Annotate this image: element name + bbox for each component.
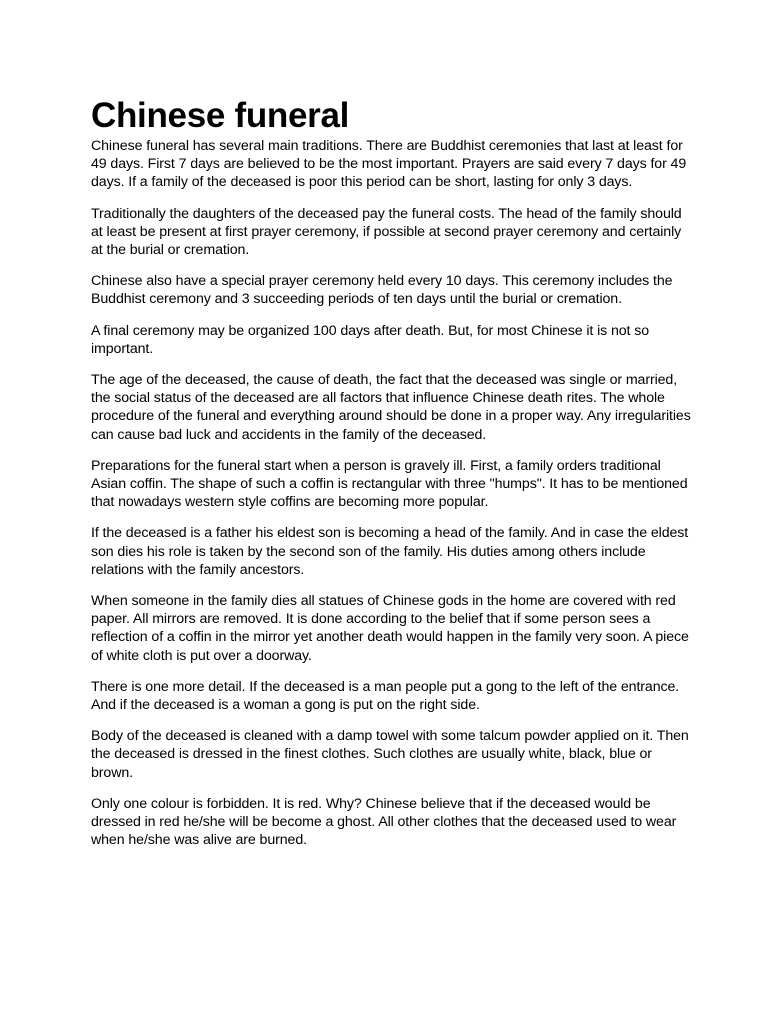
paragraph: Chinese funeral has several main traditions. There are Buddhist ceremonies that last at least for 49 days. First 7 days are believed to be the most important. Prayers are said every 7 days for 49 days. If a family of the deceased is poor this period can be short, lasting for only 3 days. bbox=[91, 138, 687, 191]
paragraph: Preparations for the funeral start when a person is gravely ill. First, a family orders traditional Asian coffin. The shape of such a coffin is rectangular with three "humps". It has to be mentioned that nowadays western style coffins are becoming more popular. bbox=[91, 457, 688, 511]
paragraph: The age of the deceased, the cause of death, the fact that the deceased was single or married, the social status of the deceased are all factors that influence Chinese death rites. The whole procedure of the funeral and everything around should be done in a proper way. Any irregularities can cause bad luck and accidents in the family of the deceased. bbox=[91, 372, 691, 443]
document-title: Chinese funeral bbox=[91, 96, 350, 135]
paragraph: If the deceased is a father his eldest son is becoming a head of the family. And in case the eldest son dies his role is taken by the second son of the family. His duties among others include relations with the family ancestors. bbox=[91, 525, 689, 578]
paragraph: Only one colour is forbidden. It is red. Why? Chinese believe that if the deceased would be dressed in red he/she will be become a ghost. All other clothes that the deceased used to wear when he/she was alive are burned. bbox=[91, 795, 677, 849]
paragraph: There is one more detail. If the deceased is a man people put a gong to the left of the entrance. And if the deceased is a woman a gong is put on the right side. bbox=[91, 678, 680, 714]
paragraph: Chinese also have a special prayer ceremony held every 10 days. This ceremony includes the Buddhist ceremony and 3 succeeding periods of ten days until the burial or cremation. bbox=[91, 273, 673, 308]
paragraph: Body of the deceased is cleaned with a damp towel with some talcum powder applied on it. Then the deceased is dressed in the finest clothes. Such clothes are usually white, black, blue or brown. bbox=[91, 728, 689, 781]
document-page bbox=[91, 97, 691, 863]
paragraph: Traditionally the daughters of the deceased pay the funeral costs. The head of the family should at least be present at first prayer ceremony, if possible at second prayer ceremony and certainly at the burial or cremation. bbox=[91, 205, 682, 259]
paragraph: When someone in the family dies all statues of Chinese gods in the home are covered with red paper. All mirrors are removed. It is done according to the belief that if some person sees a reflection of a coffin in the mirror yet another death would happen in the family very soon. A piece of white cloth is put over a doorway. bbox=[91, 593, 689, 664]
paragraph: A final ceremony may be organized 100 days after death. But, for most Chinese it is not so important. bbox=[91, 322, 650, 357]
